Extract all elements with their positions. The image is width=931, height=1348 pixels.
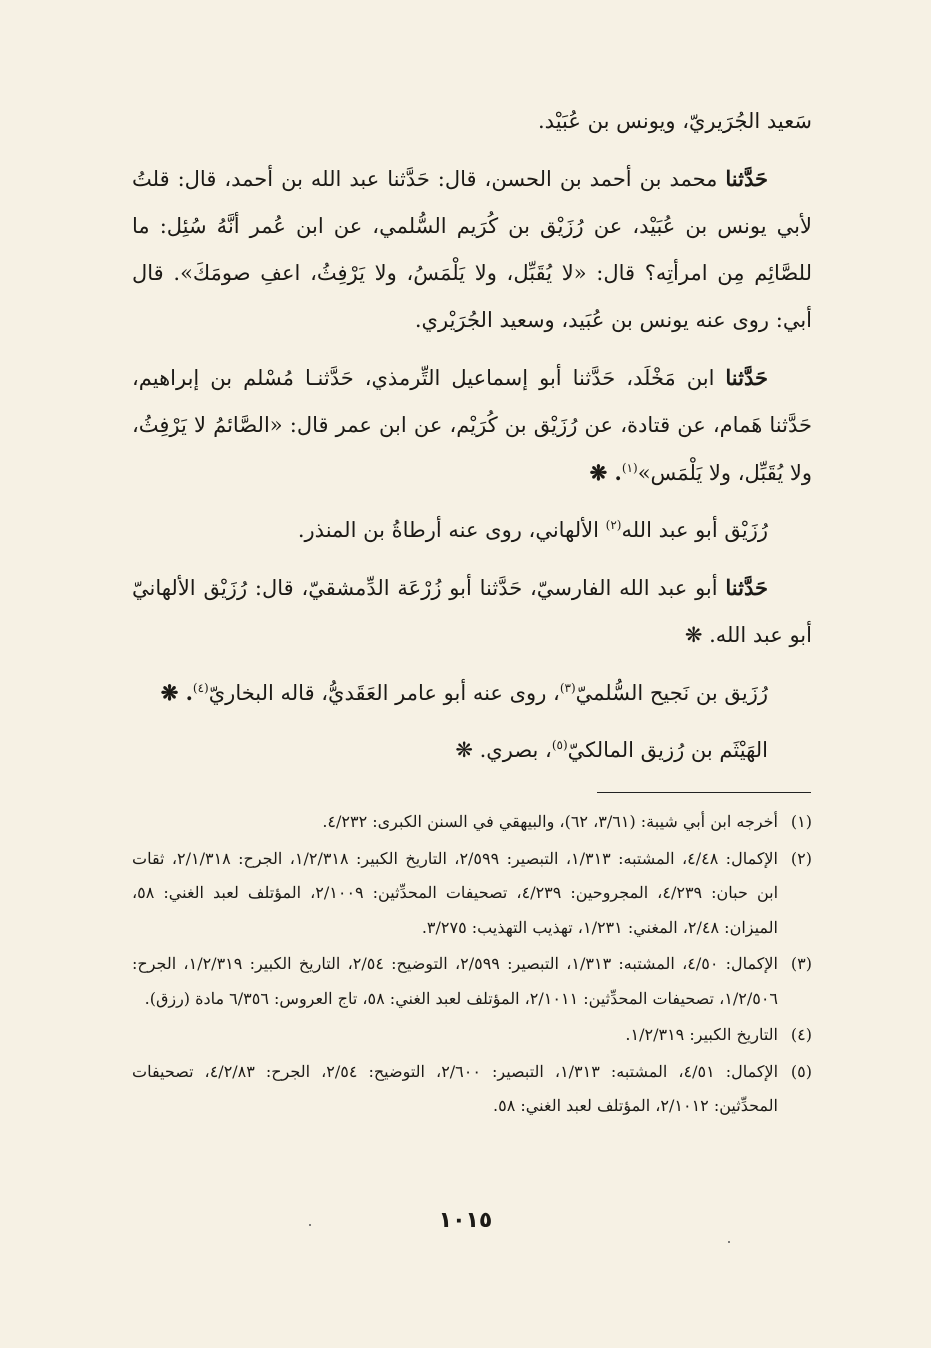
footnote-text: التاريخ الكبير: ١/٢/٣١٩.: [625, 1025, 778, 1044]
paragraph-3: [132, 354, 812, 497]
footnote-text: الإكمال: ٤/٥١، المشتبه: ١/٣١٣، التبصير: ٢/٦٠٠، التوضيح: ٢/٥٤، الجرح: ٤/٢/٨٣، تصحيفات المحدِّثين: ٢/١٠١٢، المؤتلف لعبد الغني: ٥٨.: [132, 1061, 779, 1115]
paragraph-5-text: أبو عبد الله الفارسيّ، حَدَّثنا أبو زُرْعَة الدِّمشقيّ، قال: رُزَيْق الألهانيّ أبو عبد الله. ❋: [132, 576, 812, 647]
paragraph-1: [132, 98, 812, 145]
paragraph-6-end: . ❋: [160, 680, 193, 705]
footnote-number: (٢): [790, 848, 812, 868]
footnote-number: (٣): [790, 954, 812, 973]
footnote-number: (٤): [790, 1025, 812, 1044]
paragraph-4-name: رُزَيْق أبو عبد الله: [621, 518, 768, 542]
paragraph-1-text: سَعيد الجُرَيريّ، ويونس بن عُبَيْد.: [538, 109, 812, 133]
paragraph-3-text: ابن مَخْلَد، حَدَّثنا أبو إسماعيل التِّرمذي، حَدَّثنـا مُسْلم بن إبراهيم، حَدَّثنا هَمام، عن قتادة، عن رُزَيْق بن كُرَيْم، عن ابن عمر قال: «الصَّائمُ لا يَرْفِثُ، ولا يُقَبِّل، ولا يَلْمَس»: [132, 366, 812, 485]
paragraph-3-end: . ❋: [589, 460, 622, 485]
footnote-3: [132, 947, 812, 1016]
footnote-2: [132, 842, 812, 946]
footnote-text: الإكمال: ٤/٥٠، المشتبه: ١/٣١٣، التبصير: ٢/٥٩٩، التوضيح: ٢/٥٤، التاريخ الكبير: ١/٢/٣١٩، الجرح: ١/٢/٥٠٦، تصحيفات المحدِّثين: ٢/١٠١١، المؤتلف لعبد الغني: ٥٨، تاج العروس: ٦/٣٥٦ مادة (رزق).: [132, 954, 778, 1008]
haddathana-keyword: حَدَّثنا: [725, 365, 768, 390]
paragraph-6-name: رُزَيق بن نَجيح السُّلميّ: [575, 681, 768, 705]
footnotes: [132, 805, 812, 1126]
footnote-text: أخرجه ابن أبي شيبة: (٣/٦١، ٦٢)، والبيهقي في السنن الكبرى: ٤/٢٣٢.: [322, 812, 778, 831]
paragraph-2-text: محمد بن أحمد بن الحسن، قال: حَدَّثنا عبد الله بن أحمد، قال: قلتُ لأبي يونس بن عُبَيْد، عن رُزَيْق بن كُرَيم السُّلمي، عن ابن عُمر أنَّهُ سُئِل: ما للصَّائِم مِن امرأتِه؟ قال: «لا يُقَبِّل، ولا يَلْمَسُ، ولا يَرْفِثُ، اعفِ صومَكَ». قال أبي: روى عنه يونس بن عُبَيد، وسعيد الجُرَيْري.: [132, 167, 812, 332]
footnote-divider: [597, 792, 811, 793]
footnote-4: [132, 1018, 812, 1053]
footnote-ref-3: (٣): [559, 681, 576, 695]
paragraph-4-text: الألهاني، روى عنه أرطاةُ بن المنذر.: [297, 518, 606, 542]
speck-decoration: [309, 1224, 311, 1226]
footnote-number: (٥): [790, 1061, 812, 1081]
main-text: [132, 98, 812, 774]
paragraph-5: [132, 564, 812, 659]
paragraph-7-name: الهَيْثَم بن رُزيق المالكيّ: [567, 738, 768, 762]
paragraph-2: [132, 155, 812, 344]
paragraph-7-text: ، بصري. ❋: [455, 738, 552, 762]
footnote-ref-4: (٤): [192, 681, 209, 695]
footnote-number: (١): [790, 812, 812, 831]
haddathana-keyword: حَدَّثنا: [725, 575, 768, 600]
page-number: ١٠١٥: [438, 1208, 493, 1233]
footnote-5: [132, 1055, 812, 1124]
speck-decoration: [728, 1241, 730, 1243]
paragraph-6: [132, 669, 812, 717]
haddathana-keyword: حَدَّثنا: [725, 166, 768, 191]
paragraph-7: [132, 727, 812, 774]
footnote-text: الإكمال: ٤/٤٨، المشتبه: ١/٣١٣، التبصير: ٢/٥٩٩، التاريخ الكبير: ١/٢/٣١٨، الجرح: ٢/١/٣١٨، ثقات ابن حبان: ٤/٢٣٩، المجروحين: ٤/٢٣٩، تصحيفات المحدِّثين: ٢/١٠٠٩، المؤتلف لعبد الغني: ٥٨، الميزان: ٢/٤٨، المغني: ١/٢٣١، تهذيب التهذيب: ٣/٢٧٥.: [132, 848, 779, 937]
paragraph-4: [132, 507, 812, 554]
footnote-ref-5: (٥): [551, 738, 568, 752]
paragraph-6-text: ، روى عنه أبو عامر العَقَديُّ، قاله البخاريّ: [208, 681, 560, 705]
footnote-1: [132, 805, 812, 840]
footnote-ref-2: (٢): [605, 518, 622, 532]
footnote-ref-1: (١): [621, 461, 638, 475]
